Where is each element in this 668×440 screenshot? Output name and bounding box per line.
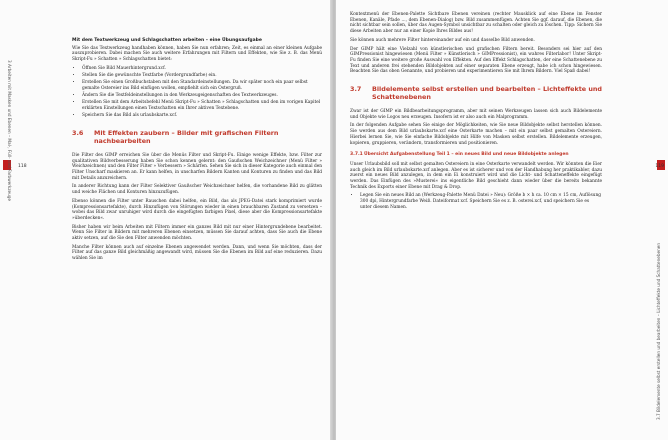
box-step: • Erstellen Sie mit dem Arbeitsbefehl Menü Skript-Fu » Schatten » Schlagschatten und den im vorigen Kapitel erklärten Einstellungen einen Textschatten ein Ihrer aktiven Textebene. <box>82 100 322 111</box>
right-running-head: 3.7 Bildelemente selbst erstellen und bearbeiten – Lichteffekte und Schattenebenen <box>656 243 661 420</box>
box-title: Mit dem Textwerkzeug und Schlagschatten arbeiten – eine Übungsaufgabe <box>72 38 262 43</box>
left-side-strip <box>0 60 14 420</box>
subsection-number: 3.7.1 <box>350 152 363 158</box>
section-number: 3.6 <box>72 128 84 137</box>
body-paragraph: Manche Filter können auch auf einzelne Ebenen angewendet werden. Dann, und wenn Sie möchten, dass der Filter auf das ganze Bild gleichmäßig angewandt wird, müssen Sie die Ebenen im Bild auf eine reduzieren. Dazu wählen Sie im <box>72 244 322 262</box>
box-step: • Erstellen Sie einen Großbuchstaben mit den Standardeinstellungen. Da wir später noch ein paar selbst gemalte Ostereier ins Bild einfügen wollen, empfiehlt sich ein Ostergruß. <box>82 80 322 91</box>
body-paragraph: Sie können auch mehrere Filter hintereinander auf ein und dasselbe Bild anwenden. <box>350 37 535 43</box>
left-page-number: 118 <box>18 164 27 169</box>
right-page <box>336 0 668 440</box>
body-paragraph: Kontextmenü der Ebenen-Palette Sichtbare Ebenen vereinen (rechter Mausklick auf eine Ebene im Fenster Ebenen, Kanäle, Pfade ..., dem Ebenen-Dialog) bzw. Bild zusammenfügen. Achten Sie ggf. darauf, die Ebenen, die nicht sichtbar sein sollen, über das Augen-Symbol unsichtbar zu schalten oder gleich zu löschen. Tipp: Sichern Sie diese Arbeiten aber nur an einer Kopie Ihres Bildes aus! <box>350 12 602 35</box>
subsection-title: Übersicht Aufgabenstellung Teil 1 – ein neues Bild und neue Bildobjekte anlegen <box>364 152 569 158</box>
right-side-strip <box>654 60 668 420</box>
body-paragraph: Der GIMP hält eine Vielzahl von künstlerischen und grafischen Filtern bereit. Besonders sei hier auf den GIMPressionist hingewiesen (Menü Filter » Künstlerisch » GIMPressionist), ein wahres Filterlabor! Unter Skript-Fu finden Sie eine weitere große Auswahl von Effekten. Auf den Effekt Schlagschatten, der eine Schattenebene zu Text und anderen frei stehenden Bildobjekten auf einer separaten Ebene erzeugt, habe ich schon hingewiesen. Beachten Sie das oben Genannte, und probieren und experimentieren Sie mit Ihrem Bildern. Viel Spaß dabei! <box>350 46 602 75</box>
left-page-content <box>72 38 322 265</box>
left-running-head: 3 Arbeiten mit Masken und Ebenen – Mal-, Füll- und Farbwerkzeuge <box>7 60 12 202</box>
section-heading-3-7 <box>350 85 602 101</box>
section-heading-3-6 <box>72 129 322 145</box>
box-intro: Wie Sie das Textwerkzeug handhaben können, haben Sie nun erfahren; Zeit, es einmal an einer kleinen Aufgabe auszuprobieren. Dabei machen Sie auch weitere Erfahrungen mit Filtern und Effekten, wie Sie z. B. das Menü Skript-Fu » Schatten » Schlagschatten bietet: <box>72 45 322 63</box>
body-paragraph: In anderer Richtung kann der Filter Selektiver Gaußscher Weichzeichner helfen, die vorhandene Bild zu glätten und weiche Flächen und Konturen hinzuzufügen. <box>72 184 322 196</box>
left-page <box>0 0 332 440</box>
subsection-heading-3-7-1 <box>350 152 602 158</box>
box-step: • Öffnen Sie Bild Mauerhintergrund.xcf. <box>82 66 322 72</box>
section-number: 3.7 <box>350 85 362 94</box>
box-step-list <box>72 66 322 119</box>
right-page-content <box>350 12 602 213</box>
section-title: Mit Effekten zaubern – Bilder mit grafischen Filtern nachbearbeiten <box>94 128 279 145</box>
instruction-item: • Legen Sie ein neues Bild an (Werkzeug-Palette Menü Datei » Neu): Größe b × h ca. 10 cm × 15 cm, Auflösung 300 dpi, Hintergrundfarbe Weiß. Dateiformat xcf. Speichern Sie es z. B. osterei.xcf, und speichern Sie es unter diesem Namen. <box>360 193 602 210</box>
body-paragraph: Zwar ist der GIMP ein Bildbearbeitungsprogramm, aber mit seinen Werkzeugen lassen sich auch Bildelemente und Objekte wie Logos neu erzeugen. Insofern ist er also auch ein Malprogramm. <box>350 109 602 120</box>
box-step: • Ändern Sie die Textfeldeinstellungen in den Werkzeugeigenschaften des Textwerkzeuges. <box>82 93 322 99</box>
instruction-list <box>350 193 602 210</box>
body-paragraph: Unser Urlaubsbild soll mit selbst gemalten Ostereiern in eine Osterkarte verwandelt werden. Wir könnten die Eier auch gleich im Bild urlaubskarte.xcf anlegen. Aber es ist sicherer und von der Handhabung her praktikabler, dazu zuerst ein neues Bild anzulegen, in dem ein Ei konstruiert wird und die Licht- und Schatteneffekte eingefügt werden. Das Einfügen des »Musterei« ins eigentliche Bild geschieht dann wieder über die bereits bekannte Technik des Exports einer Ebene mit Drag & Drop. <box>350 161 602 190</box>
box-step: • Speichern Sie das Bild als urlaubskarte.xcf. <box>82 113 322 119</box>
body-paragraph: Ebenso können die Filter unter Rauschen dabei helfen, ein Bild, das als JPEG-Datei stark komprimiert wurde (Kompressionsartefakte), durch Hinzufügen von Störungen wieder in einen brauchbaren Zustand zu versetzen – wobei das Bild zwar unruhiger wird durch die eingefügten farbigen Pixel, diese aber die Kompressionsartefakte »überdecken«. <box>72 198 322 221</box>
section-title: Bildelemente selbst erstellen und bearbeiten – Lichteffekte und Schattenebenen <box>372 85 602 102</box>
right-page-number: 119 <box>655 164 664 169</box>
body-paragraph: Bisher haben wir beim Arbeiten mit Filtern immer ein ganzes Bild mit nur einer Hintergrundebene bearbeitet. Wenn Sie Filter in Bildern mit mehreren Ebenen einsetzen, müssen Sie darauf achten, dass Sie auch die Ebene aktiv setzen, auf die Sie den Filter anwenden möchten. <box>72 224 322 242</box>
box-step: • Stellen Sie die gewünschte Textfarbe (Vordergrundfarbe) ein. <box>82 73 322 79</box>
body-paragraph: In der folgenden Aufgabe sehen Sie einige der Möglichkeiten, wie Sie neue Bildobjekte selbst herstellen können. Sie werden aus dem Bild urlaubskarte.xcf eine Osterkarte machen – mit ein paar selbst gemalten Ostereiern. Hierbei lernen Sie, wie Sie einfache Bildobjekte mit Hilfe von Masken selbst erstellen. Bildelemente erzeugen, kopieren, gruppieren, verändern, transformieren und positionieren. <box>350 123 602 146</box>
body-paragraph: Die Filter des GIMP erreichen Sie über die Menüs Filter und Skript-Fu. Einige wenige Effekte, bzw. Filter zur qualitativen Bildverbesserung haben Sie schon kennen gelernt: den Gaußschen Weichzeichner (Menü Filter » Weichzeichnen) und den Filter Filter » Verbessern » Schärfen. Sehen Sie sich in dieser Kategorie auch einmal den Filter Unscharf maskieren an. Er kann helfen, in unscharfen Bildern Kanten und Konturen zu finden und das Bild mit Details anzureichern. <box>72 152 322 181</box>
